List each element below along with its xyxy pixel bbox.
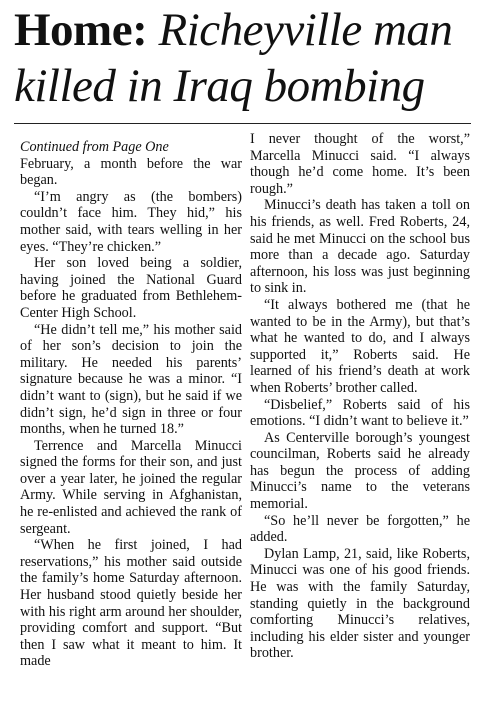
jump-line: Continued from Page One (20, 139, 169, 155)
paragraph: “It always bothered me (that he wanted to be in the Army), but that’s what he wanted to do, and I always supported it,” Roberts said. He learned of his friend’s death at work when Roberts’ brother called. (250, 296, 470, 396)
paragraph: “Disbelief,” Roberts said of his emotions. “I didn’t want to believe it.” (250, 396, 470, 430)
headline-lead: Home: (14, 4, 148, 56)
right-column (250, 131, 470, 662)
paragraph: “So he’ll never be forgotten,” he added. (250, 512, 470, 546)
paragraph: Terrence and Marcella Minucci signed the forms for their son, and just over a year later, he joined the regular Army. While serving in Afghanistan, he re-enlisted and achieved the rank of sergeant. (20, 437, 242, 537)
headline-rule (14, 123, 471, 124)
paragraph: “He didn’t tell me,” his mother said of her son’s decision to join the military. He needed his parents’ signature because he was a minor. “I didn’t want to (sign), but he said if we didn’t sign, he’d sign in three or four months, when he turned 18.” (20, 321, 242, 438)
paragraph: I never thought of the worst,” Marcella Minucci said. “I always though he’d come home. It’s been rough.” (250, 131, 470, 197)
paragraph: Dylan Lamp, 21, said, like Roberts, Minucci was one of his good friends. He was with the family Saturday, standing quietly in the background comforting Minucci’s relatives, including his elder sister and younger brother. (250, 545, 470, 662)
paragraph: Minucci’s death has taken a toll on his friends, as well. Fred Roberts, 24, said he met Minucci on the school bus more than a decade ago. Saturday afternoon, his loss was just beginning to sink in. (250, 197, 470, 297)
headline (14, 2, 474, 114)
paragraph: Her son loved being a soldier, having joined the National Guard before he graduated from Bethlehem-Center High School. (20, 255, 242, 321)
paragraph: February, a month before the war began. (20, 155, 242, 189)
paragraph: “When he first joined, I had reservations,” his mother said outside the family’s home Saturday afternoon. Her husband stood quietly beside her with his right arm around her shoulder, providing comfort and support. “But then I saw what it meant to him. It made (20, 537, 242, 670)
left-column (20, 139, 242, 670)
paragraph: As Centerville borough’s youngest councilman, Roberts said he already has begun the process of adding Minucci’s name to the veterans memorial. (250, 429, 470, 513)
headline-italic: Richeyville man killed in Iraq bombing (14, 4, 453, 112)
paragraph: “I’m angry as (the bombers) couldn’t face him. They hid,” his mother said, with tears welling in her eyes. “They’re chicken.” (20, 188, 242, 255)
